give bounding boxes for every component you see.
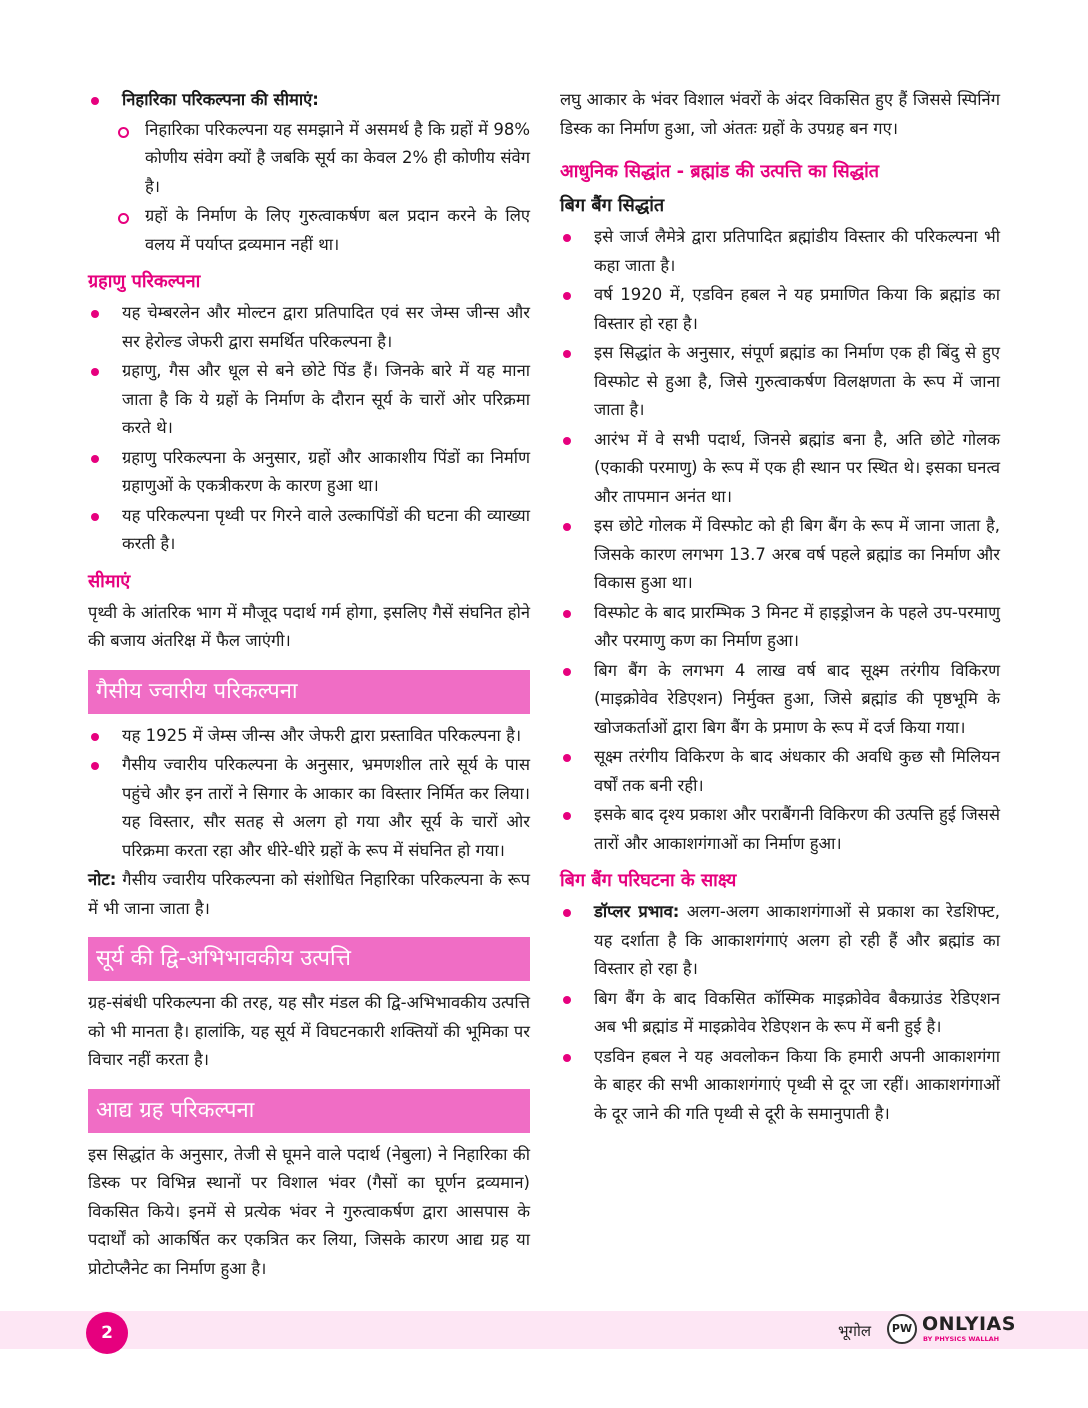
list-item: यह चेम्बरलेन और मोल्टन द्वारा प्रतिपादित एवं सर जेम्स जीन्स और सर हेरोल्ड जेफरी द्वारा समर्थित परिकल्पना है। — [88, 299, 530, 356]
list-item: इसके बाद दृश्य प्रकाश और पराबैंगनी विकिरण की उत्पत्ति हुई जिससे तारों और आकाशगंगाओं का निर्माण हुआ। — [560, 801, 1000, 858]
list-item: ग्रहों के निर्माण के लिए गुरुत्वाकर्षण बल प्रदान करने के लिए वलय में पर्याप्त द्रव्यमान नहीं था। — [118, 202, 530, 259]
evidence-list — [560, 898, 1000, 1128]
note-text: गैसीय ज्वारीय परिकल्पना को संशोधित निहारिका परिकल्पना के रूप में भी जाना जाता है। — [88, 870, 530, 918]
tidal-banner: गैसीय ज्वारीय परिकल्पना — [88, 670, 530, 714]
bigbang-heading: बिग बैंग सिद्धांत — [560, 195, 665, 216]
limits2-paragraph: पृथ्वी के आंतरिक भाग में मौजूद पदार्थ गर्म होगा, इसलिए गैसें संघनित होने की बजाय अंतरिक्ष में फैल जाएंगी। — [88, 602, 530, 650]
intro-paragraph: लघु आकार के भंवर विशाल भंवरों के अंदर विकसित हुए हैं जिससे स्पिनिंग डिस्क का निर्माण हुआ, जो अंततः ग्रहों के उपग्रह बन गए। — [560, 90, 1000, 138]
binary-origin-paragraph: ग्रह-संबंधी परिकल्पना की तरह, यह सौर मंडल की द्वि-अभिभावकीय उत्पत्ति को भी मानता है। हालांकि, यह सूर्य में विघटनकारी शक्तियों की भूमिका पर विचार नहीं करता है। — [88, 993, 530, 1069]
limits2-heading: सीमाएं — [88, 570, 131, 592]
planetesimal-list — [88, 299, 530, 559]
left-column — [88, 86, 530, 1283]
list-item: गैसीय ज्वारीय परिकल्पना के अनुसार, भ्रमणशील तारे सूर्य के पास पहुंचे और इन तारों ने सिगार के आकार का विस्तार निर्मित कर लिया। यह विस्तार, सौर सतह से अलग हो गया और सूर्य के चारों ओर परिक्रमा करता रहा और धीरे-धीरे ग्रहों के रूप में संघनित हो गया। — [88, 751, 530, 865]
bigbang-list — [560, 223, 1000, 858]
list-item: इस छोटे गोलक में विस्फोट को ही बिग बैंग के रूप में जाना जाता है, जिसके कारण लगभग 13.7 अरब वर्ष पहले ब्रह्मांड का निर्माण और विकास हुआ था। — [560, 512, 1000, 598]
list-item: विस्फोट के बाद प्रारम्भिक 3 मिनट में हाइड्रोजन के पहले उप-परमाणु और परमाणु कण का निर्माण हुआ। — [560, 599, 1000, 656]
pw-logo-icon: PW — [887, 1314, 917, 1344]
list-item — [560, 898, 1000, 984]
list-item: बिग बैंग के लगभग 4 लाख वर्ष बाद सूक्ष्म तरंगीय विकिरण (माइक्रोवेव रेडिएशन) निर्मुक्त हुआ, जिसे ब्रह्मांड की पृष्ठभूमि के खोजकर्ताओं द्वारा बिग बैंग के प्रमाण के रूप में दर्ज किया गया। — [560, 657, 1000, 743]
tidal-list — [88, 722, 530, 866]
list-item: यह 1925 में जेम्स जीन्स और जेफरी द्वारा प्रस्तावित परिकल्पना है। — [88, 722, 530, 751]
doppler-label: डॉप्लर प्रभाव: — [594, 902, 680, 921]
list-item: बिग बैंग के बाद विकसित कॉस्मिक माइक्रोवेव बैकग्राउंड रेडिएशन अब भी ब्रह्मांड में माइक्रोवेव रेडिएशन के रूप में बनी हुई है। — [560, 985, 1000, 1042]
list-item: सूक्ष्म तरंगीय विकिरण के बाद अंधकार की अवधि कुछ सौ मिलियन वर्षों तक बनी रही। — [560, 743, 1000, 800]
list-item: इस सिद्धांत के अनुसार, संपूर्ण ब्रह्मांड का निर्माण एक ही बिंदु से हुए विस्फोट से हुआ है, जिसे गुरुत्वाकर्षण विलक्षणता के रूप में जाना जाता है। — [560, 339, 1000, 425]
list-item: वर्ष 1920 में, एडविन हबल ने यह प्रमाणित किया कि ब्रह्मांड का विस्तार हो रहा है। — [560, 281, 1000, 338]
page-number: 2 — [86, 1312, 128, 1354]
limits-sublist — [118, 116, 530, 260]
logo-tagline: BY PHYSICS WALLAH — [923, 1335, 1000, 1343]
list-item: ग्रहाणु, गैस और धूल से बने छोटे पिंड हैं। जिनके बारे में यह माना जाता है कि ये ग्रहों के निर्माण के दौरान सूर्य के चारों ओर परिक्रमा करते थे। — [88, 357, 530, 443]
list-item: निहारिका परिकल्पना यह समझाने में असमर्थ है कि ग्रहों में 98% कोणीय संवेग क्यों है जबकि सूर्य का केवल 2% ही कोणीय संवेग है। — [118, 116, 530, 202]
modern-theory-heading: आधुनिक सिद्धांत - ब्रह्मांड की उत्पत्ति का सिद्धांत — [560, 161, 880, 182]
binary-origin-banner: सूर्य की द्वि-अभिभावकीय उत्पत्ति — [88, 937, 530, 981]
list-item: इसे जार्ज लैमेत्रे द्वारा प्रतिपादित ब्रह्मांडीय विस्तार की परिकल्पना भी कहा जाता है। — [560, 223, 1000, 280]
list-item: यह परिकल्पना पृथ्वी पर गिरने वाले उल्कापिंडों की घटना की व्याख्या करती है। — [88, 502, 530, 559]
list-item: आरंभ में वे सभी पदार्थ, जिनसे ब्रह्मांड बना है, अति छोटे गोलक (एकाकी परमाणु) के रूप में एक ही स्थान पर स्थित थे। इसका घनत्व और तापमान अनंत था। — [560, 426, 1000, 512]
list-item: ग्रहाणु परिकल्पना के अनुसार, ग्रहों और आकाशीय पिंडों का निर्माण ग्रहाणुओं के एकत्रीकरण के कारण हुआ था। — [88, 444, 530, 501]
note-paragraph — [88, 866, 530, 923]
protoplanet-paragraph: इस सिद्धांत के अनुसार, तेजी से घूमने वाले पदार्थ (नेबुला) ने निहारिका की डिस्क पर विभिन्न स्थानों पर विशाल भंवर (गैसों का घूर्णन द्रव्यमान) विकसित किये। इनमें से प्रत्येक भंवर ने गुरुत्वाकर्षण द्वारा आसपास के पदार्थों को आकर्षित कर एकत्रित कर लिया, जिसके कारण आद्य ग्रह या प्रोटोप्लैनेट का निर्माण हुआ है। — [88, 1144, 530, 1278]
limits-heading: निहारिका परिकल्पना की सीमाएं: — [88, 86, 530, 115]
evidence-heading: बिग बैंग परिघटना के साक्ष्य — [560, 870, 737, 891]
right-column — [560, 86, 1000, 1129]
planetesimal-heading: ग्रहाणु परिकल्पना — [88, 271, 201, 292]
logo-name: ONLYIAS — [922, 1313, 1016, 1335]
footer-subject: भूगोल — [838, 1322, 872, 1340]
note-label: नोट: — [88, 870, 117, 889]
limits-list — [88, 86, 530, 115]
doppler-text: अलग-अलग आकाशगंगाओं से प्रकाश का रेडशिफ्ट, यह दर्शाता है कि आकाशगंगाएं अलग हो रही हैं और ब्रह्मांड का विस्तार हो रहा है। — [594, 902, 1000, 978]
list-item: एडविन हबल ने यह अवलोकन किया कि हमारी अपनी आकाशगंगा के बाहर की सभी आकाशगंगाएं पृथ्वी से दूर जा रहीं। आकाशगंगाओं के दूर जाने की गति पृथ्वी से दूरी के समानुपाती है। — [560, 1043, 1000, 1129]
protoplanet-banner: आद्य ग्रह परिकल्पना — [88, 1089, 530, 1133]
